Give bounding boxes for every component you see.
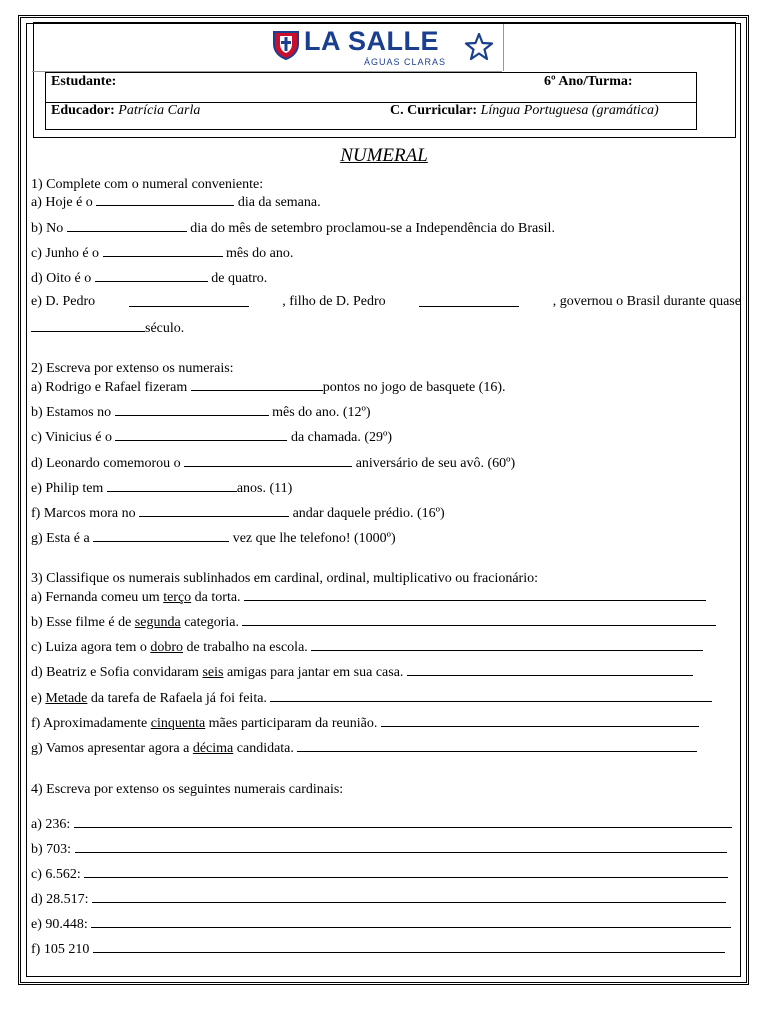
answer-blank[interactable]	[191, 378, 323, 391]
student-info-table	[45, 72, 697, 130]
teacher-name: Patrícia Carla	[118, 103, 201, 118]
subject-cell	[390, 103, 659, 119]
q4-item-a: a) 236:	[31, 815, 732, 833]
answer-blank[interactable]	[93, 529, 229, 542]
q2-item-a: a) Rodrigo e Rafael fizeram pontos no jogo de basquete (16).	[31, 380, 506, 395]
q4-item-c: c) 6.562:	[31, 865, 728, 883]
answer-blank[interactable]	[115, 428, 287, 441]
q3-item-g: g) Vamos apresentar agora a décima candidata.	[31, 739, 697, 757]
subject-label: C. Curricular:	[390, 103, 478, 118]
answer-blank[interactable]	[107, 479, 237, 492]
teacher-cell	[51, 103, 200, 119]
answer-blank[interactable]	[129, 294, 249, 307]
q3-item-f: f) Aproximadamente cinquenta mães participaram da reunião.	[31, 714, 699, 732]
q2-item-c: c) Vinicius é o da chamada. (29º)	[31, 430, 393, 445]
answer-blank[interactable]	[242, 613, 716, 626]
grade-label: 6º Ano/Turma:	[544, 74, 633, 89]
q1-item-b: b) No dia do mês de setembro proclamou-se a Independência do Brasil.	[31, 221, 555, 236]
answer-blank[interactable]	[103, 244, 223, 257]
shield-icon	[272, 30, 300, 60]
star-icon	[464, 33, 494, 61]
answer-blank[interactable]	[184, 454, 352, 467]
answer-blank[interactable]	[95, 269, 208, 282]
q4-item-d: d) 28.517:	[31, 890, 726, 908]
q3-item-d: d) Beatriz e Sofia convidaram seis amigas para jantar em sua casa.	[31, 663, 693, 681]
subject-name: Língua Portuguesa (gramática)	[480, 103, 659, 118]
answer-blank[interactable]	[96, 193, 234, 206]
answer-blank[interactable]	[139, 504, 289, 517]
q3-prompt: 3) Classifique os numerais sublinhados em cardinal, ordinal, multiplicativo ou fracionário:	[31, 571, 538, 586]
q2-item-b: b) Estamos no mês do ano. (12º)	[31, 405, 371, 420]
q2-prompt: 2) Escreva por extenso os numerais:	[31, 361, 234, 376]
answer-blank[interactable]	[407, 663, 693, 676]
student-label: Estudante:	[51, 74, 117, 89]
answer-blank[interactable]	[74, 815, 732, 828]
answer-blank[interactable]	[311, 638, 703, 651]
answer-blank[interactable]	[91, 915, 731, 928]
q4-item-f: f) 105 210	[31, 940, 725, 958]
answer-blank[interactable]	[419, 294, 519, 307]
answer-blank[interactable]	[115, 403, 269, 416]
q2-item-d: d) Leonardo comemorou o aniversário de seu avô. (60º)	[31, 456, 516, 471]
q1-item-e-cont: século.	[31, 319, 184, 337]
logo-vertical-divider	[503, 24, 504, 71]
q1-item-a: a) Hoje é o dia da semana.	[31, 195, 321, 210]
teacher-label: Educador:	[51, 103, 115, 118]
q4-item-e: e) 90.448:	[31, 915, 731, 933]
info-row-teacher	[46, 102, 696, 131]
q1-prompt: 1) Complete com o numeral conveniente:	[31, 177, 264, 192]
answer-blank[interactable]	[93, 940, 725, 953]
q4-prompt: 4) Escreva por extenso os seguintes numerais cardinais:	[31, 782, 344, 797]
q3-item-e: e) Metade da tarefa de Rafaela já foi feita.	[31, 689, 712, 707]
info-row-student	[46, 73, 696, 103]
q3-item-b: b) Esse filme é de segunda categoria.	[31, 613, 716, 631]
answer-blank[interactable]	[244, 588, 706, 601]
q1-item-d: d) Oito é o de quatro.	[31, 271, 268, 286]
answer-blank[interactable]	[84, 865, 728, 878]
page-title: NUMERAL	[340, 145, 428, 166]
logo-text: LA SALLE	[304, 26, 439, 56]
q1-item-c: c) Junho é o mês do ano.	[31, 246, 294, 261]
school-logo	[272, 28, 504, 70]
answer-blank[interactable]	[270, 689, 712, 702]
q2-item-e: e) Philip tem anos. (11)	[31, 481, 293, 496]
q4-item-b: b) 703:	[31, 840, 727, 858]
answer-blank[interactable]	[381, 714, 699, 727]
q2-item-g: g) Esta é a vez que lhe telefono! (1000º)	[31, 531, 396, 546]
answer-blank[interactable]	[297, 739, 697, 752]
answer-blank[interactable]	[67, 219, 187, 232]
q3-item-c: c) Luiza agora tem o dobro de trabalho na escola.	[31, 638, 703, 656]
q3-item-a: a) Fernanda comeu um terço da torta.	[31, 588, 706, 606]
logo-subtitle: ÁGUAS CLARAS	[364, 57, 447, 67]
answer-blank[interactable]	[75, 840, 727, 853]
q1-item-e: e) D. Pedro , filho de D. Pedro , governou o Brasil durante quase	[31, 294, 741, 309]
answer-blank[interactable]	[31, 319, 145, 332]
q2-item-f: f) Marcos mora no andar daquele prédio. (16º)	[31, 506, 445, 521]
answer-blank[interactable]	[92, 890, 726, 903]
